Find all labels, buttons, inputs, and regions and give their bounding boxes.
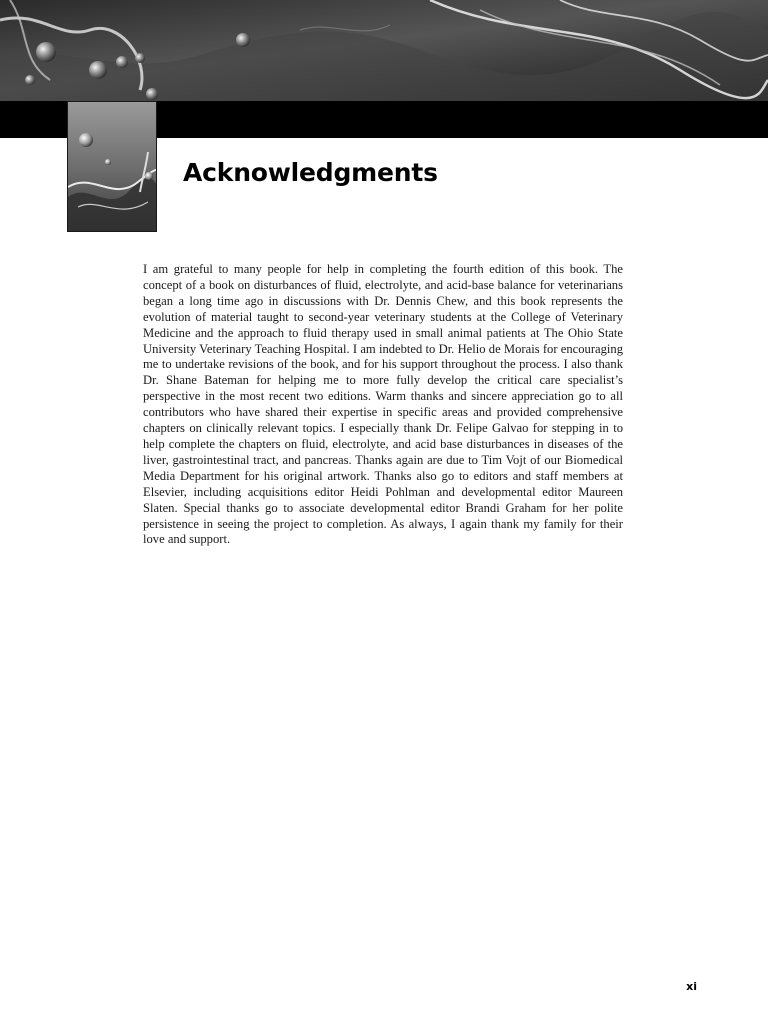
page-number: xi (686, 980, 697, 993)
water-splash-banner-image (0, 0, 768, 101)
page-title: Acknowledgments (183, 158, 438, 187)
acknowledgments-paragraph: I am grateful to many people for help in completing the fourth edition of this book. The concept of a book on disturbances of fluid, electrolyte, and acid-base balance for veterinarians began a long time ago in discussions with Dr. Dennis Chew, and this book represents the evolution of material taught to second-year veterinary students at the College of Veterinary Medicine and the approach to fluid therapy used in small animal patients at The Ohio State University Veterinary Teaching Hospital. I am indebted to Dr. Helio de Morais for encouraging me to undertake revisions of the book, and for his support throughout the process. I also thank Dr. Shane Bateman for helping me to more fully develop the critical care specialist’s perspective in the most recent two editions. Warm thanks and sincere appreciation go to all contributors who have shared their expertise in specific areas and provided comprehensive chapters on clinically relevant topics. I especially thank Dr. Felipe Galvao for stepping in to help complete the chapters on fluid, electrolyte, and acid base disturbances in diseases of the liver, gastrointestinal tract, and pancreas. Thanks again are due to Tim Vojt of our Biomedical Media Department for his original artwork. Thanks also go to editors and staff members at Elsevier, including acquisitions editor Heidi Pohlman and developmental editor Maureen Slaten. Special thanks go to associate developmental editor Brandi Graham for her polite persistence in seeing the project to completion. As always, I again thank my family for their love and support. (143, 262, 623, 547)
water-droplet-thumbnail-image (67, 101, 157, 232)
